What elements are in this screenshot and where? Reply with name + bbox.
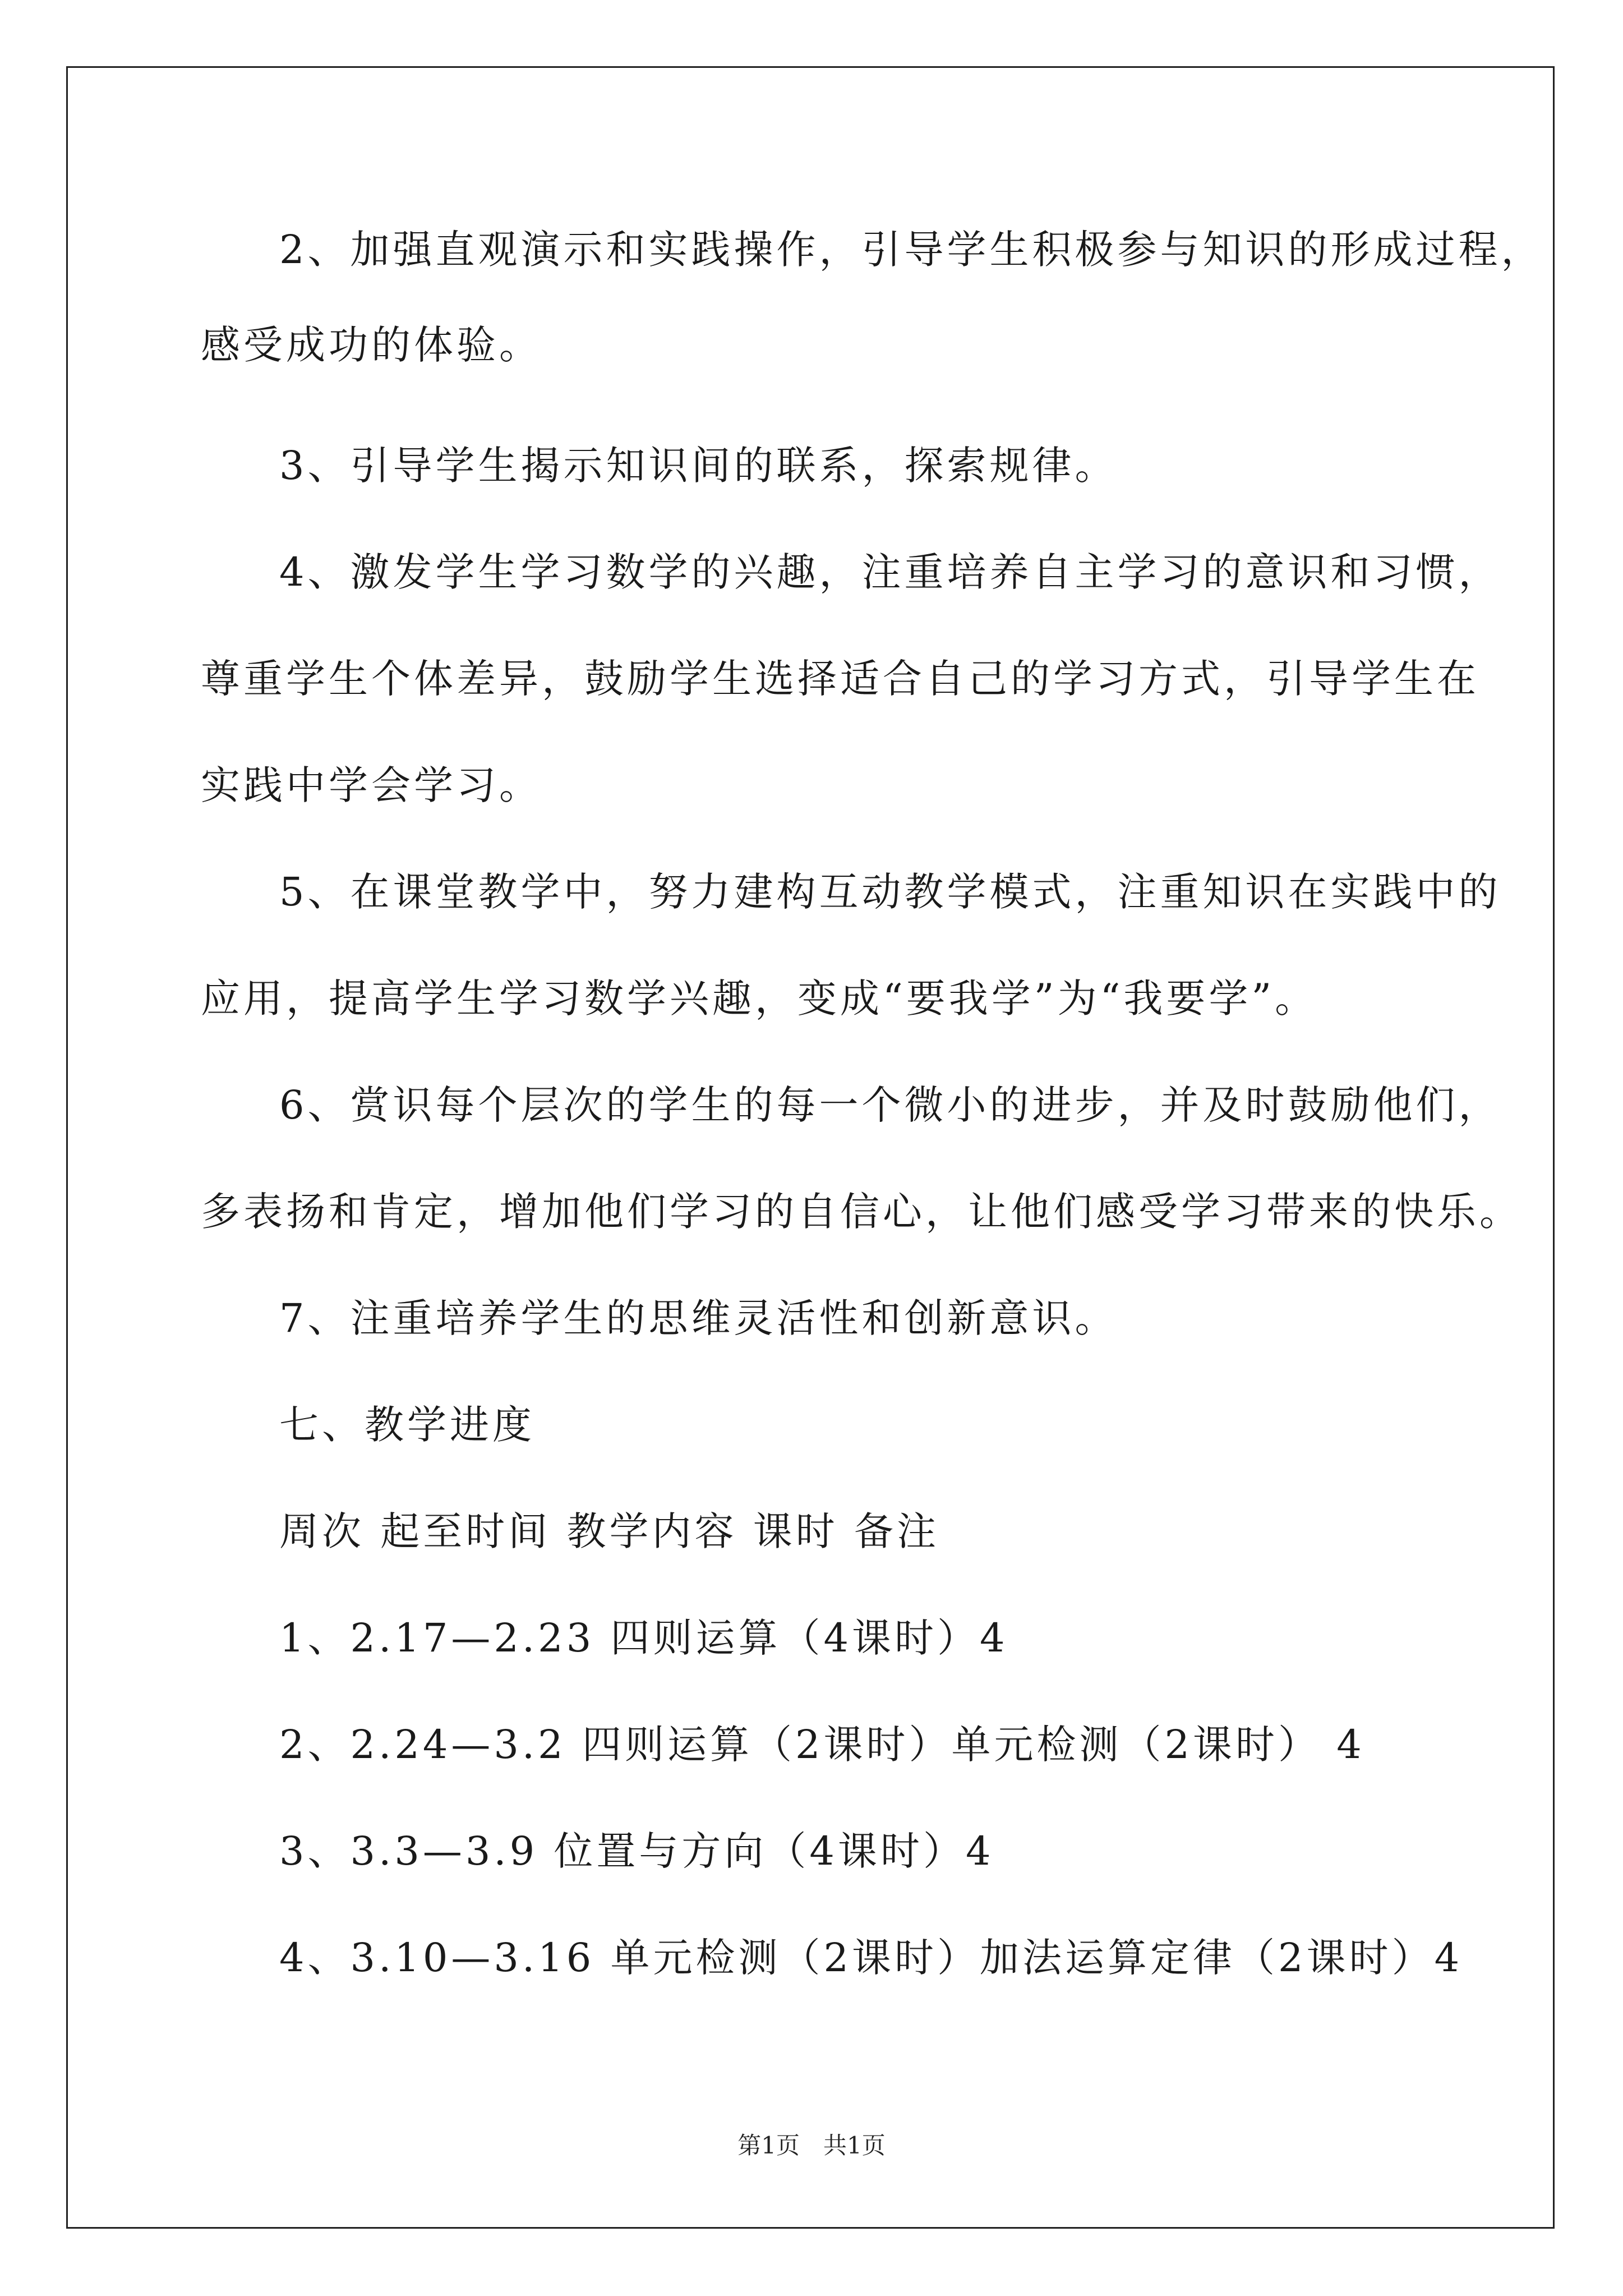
paragraph-line: 3、引导学生揭示知识间的联系，探索规律。 <box>279 443 1118 489</box>
paragraph-line: 2、加强直观演示和实践操作，引导学生积极参与知识的形成过程， <box>279 227 1544 273</box>
paragraph-line: 4、激发学生学习数学的兴趣，注重培养自主学习的意识和习惯， <box>279 549 1501 595</box>
schedule-row: 3、3.3—3.9 位置与方向（4课时）4 <box>279 1828 994 1874</box>
schedule-row: 4、3.10—3.16 单元检测（2课时）加法运算定律（2课时）4 <box>279 1935 1463 1981</box>
paragraph-line: 多表扬和肯定，增加他们学习的自信心，让他们感受学习带来的快乐。 <box>201 1189 1522 1235</box>
paragraph-line: 7、注重培养学生的思维灵活性和创新意识。 <box>279 1295 1118 1341</box>
schedule-row: 1、2.17—2.23 四则运算（4课时）4 <box>279 1615 1008 1661</box>
page-footer: 第1页 共1页 <box>737 2132 886 2159</box>
paragraph-line: 5、在课堂教学中，努力建构互动教学模式，注重知识在实践中的 <box>279 869 1501 915</box>
page-border <box>66 66 1555 2229</box>
schedule-header: 周次 起至时间 教学内容 课时 备注 <box>279 1508 940 1554</box>
paragraph-line: 尊重学生个体差异，鼓励学生选择适合自己的学习方式，引导学生在 <box>201 656 1479 702</box>
schedule-row: 2、2.24—3.2 四则运算（2课时）单元检测（2课时） 4 <box>279 1722 1365 1768</box>
section-heading: 七、教学进度 <box>279 1402 535 1448</box>
paragraph-line: 应用，提高学生学习数学兴趣，变成“要我学”为“我要学”。 <box>201 976 1318 1022</box>
paragraph-line: 6、赏识每个层次的学生的每一个微小的进步，并及时鼓励他们， <box>279 1082 1501 1128</box>
paragraph-line: 实践中学会学习。 <box>201 762 542 808</box>
paragraph-line: 感受成功的体验。 <box>201 322 542 368</box>
